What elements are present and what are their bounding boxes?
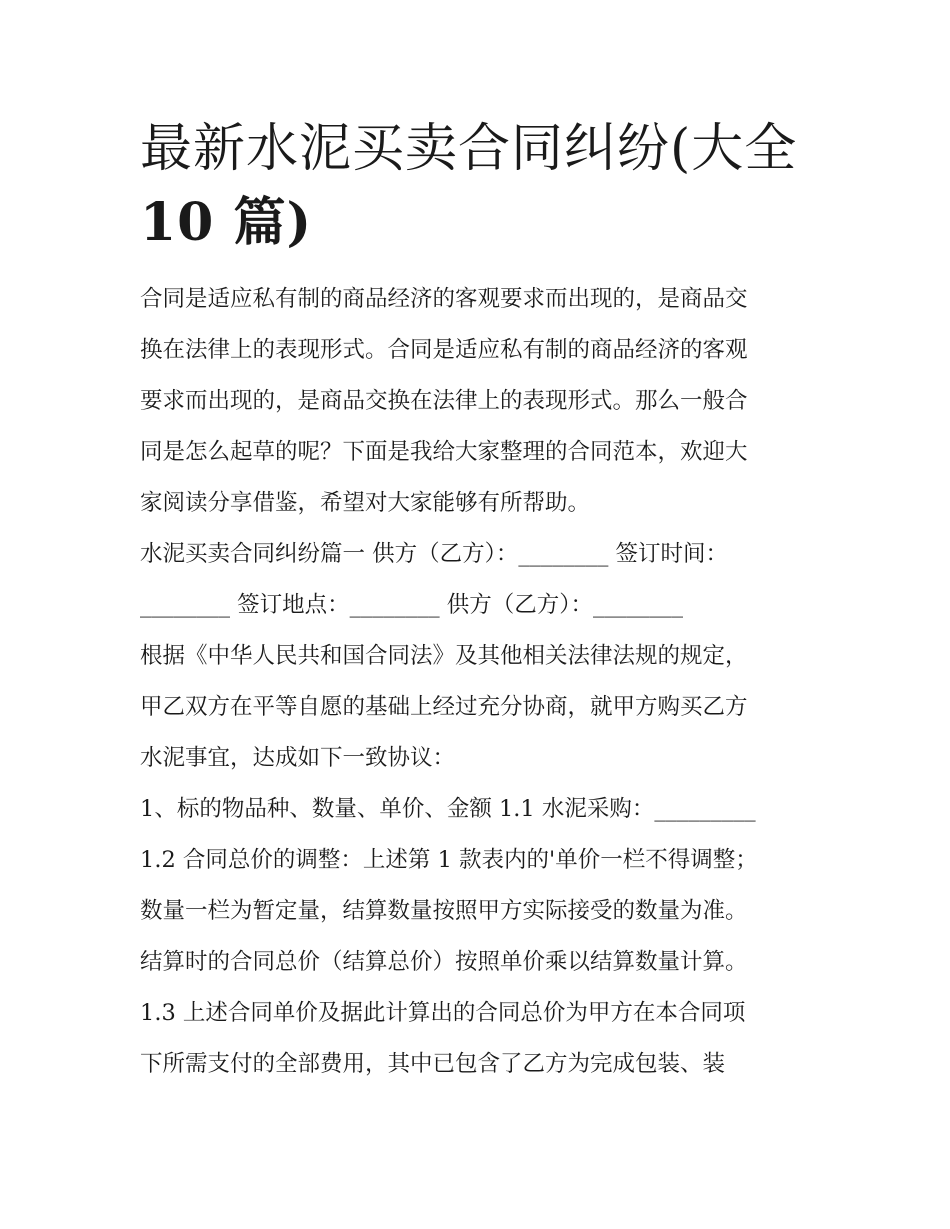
body-line: 家阅读分享借鉴，希望对大家能够有所帮助。 (140, 490, 591, 516)
body-line: 水泥事宜，达成如下一致协议： (140, 745, 456, 771)
document-title (140, 112, 820, 260)
body-line: 数量一栏为暂定量，结算数量按照甲方实际接受的数量为准。 (140, 898, 748, 924)
body-line: 根据《中华人民共和国合同法》及其他相关法律法规的规定， (140, 643, 748, 669)
body-line: 甲乙双方在平等自愿的基础上经过充分协商，就甲方购买乙方 (140, 694, 748, 720)
document-body (140, 274, 820, 1090)
body-line: 合同是适应私有制的商品经济的客观要求而出现的，是商品交 (140, 286, 748, 312)
title-line-1: 最新水泥买卖合同纠纷(大全 (140, 119, 798, 179)
title-line-2: 10 篇) (140, 192, 313, 253)
body-line: ________ 签订地点：________ 供方（乙方）：________ (140, 592, 684, 618)
body-line: 下所需支付的全部费用，其中已包含了乙方为完成包装、装 (140, 1051, 726, 1077)
body-line: 1、标的物品种、数量、单价、金额 1.1 水泥采购：_________ (140, 796, 756, 822)
body-line: 结算时的合同总价（结算总价）按照单价乘以结算数量计算。 (140, 949, 748, 975)
body-line: 1.2 合同总价的调整：上述第 1 款表内的'单价一栏不得调整； (140, 847, 758, 873)
body-line: 同是怎么起草的呢？下面是我给大家整理的合同范本，欢迎大 (140, 439, 748, 465)
body-line: 水泥买卖合同纠纷篇一 供方（乙方）：________ 签订时间： (140, 541, 729, 567)
body-line: 要求而出现的，是商品交换在法律上的表现形式。那么一般合 (140, 388, 748, 414)
body-line: 1.3 上述合同单价及据此计算出的合同总价为甲方在本合同项 (140, 1000, 746, 1026)
document-page (140, 112, 820, 1090)
body-line: 换在法律上的表现形式。合同是适应私有制的商品经济的客观 (140, 337, 748, 363)
